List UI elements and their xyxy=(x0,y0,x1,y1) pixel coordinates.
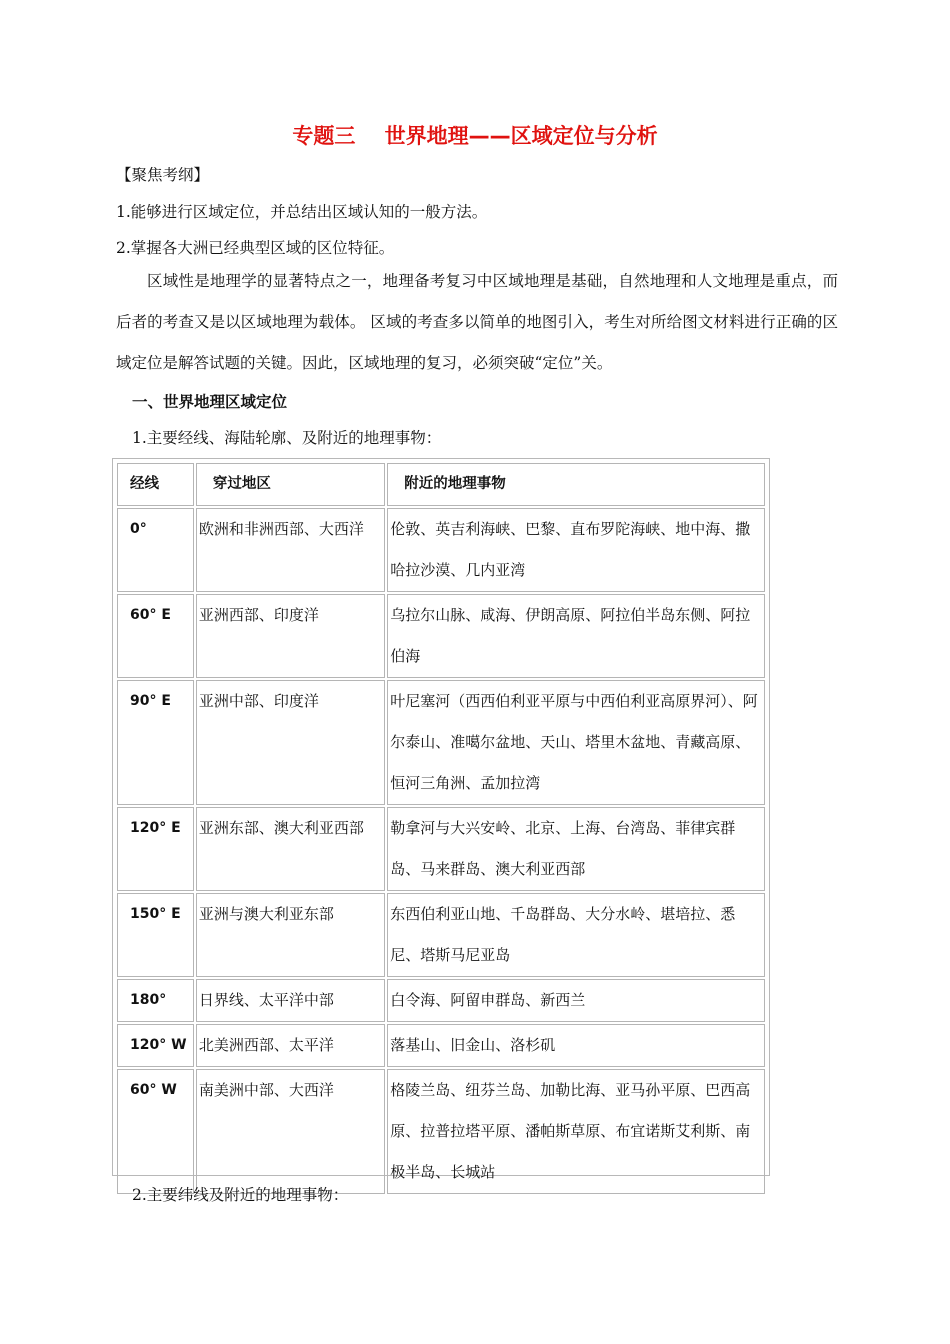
section-title: 一、世界地理区域定位 xyxy=(132,393,288,411)
region-cell: 亚洲东部、澳大利亚西部 xyxy=(196,807,385,891)
region-cell: 北美洲西部、太平洋 xyxy=(196,1024,385,1067)
features-cell: 乌拉尔山脉、咸海、伊朗高原、阿拉伯半岛东侧、阿拉伯海 xyxy=(387,594,765,678)
region-cell: 日界线、太平洋中部 xyxy=(196,979,385,1022)
table-row xyxy=(117,807,765,891)
region-cell: 亚洲西部、印度洋 xyxy=(196,594,385,678)
features-cell: 伦敦、英吉利海峡、巴黎、直布罗陀海峡、地中海、撒哈拉沙漠、几内亚湾 xyxy=(387,508,765,592)
region-cell: 亚洲中部、印度洋 xyxy=(196,680,385,805)
focus-header: 【聚焦考纲】 xyxy=(116,166,210,184)
header-meridian: 经线 xyxy=(117,463,194,506)
region-cell: 南美洲中部、大西洋 xyxy=(196,1069,385,1194)
meridian-cell: 60° E xyxy=(117,594,194,678)
table-row xyxy=(117,979,765,1022)
page-title: 专题三 世界地理——区域定位与分析 xyxy=(292,124,658,148)
table-header-row xyxy=(117,463,765,506)
table-row xyxy=(117,680,765,805)
features-cell: 落基山、旧金山、洛杉矶 xyxy=(387,1024,765,1067)
meridian-cell: 90° E xyxy=(117,680,194,805)
region-cell: 欧洲和非洲西部、大西洋 xyxy=(196,508,385,592)
table-row xyxy=(117,508,765,592)
table-row xyxy=(117,893,765,977)
meridian-table xyxy=(112,458,770,1181)
features-cell: 叶尼塞河（西西伯利亚平原与中西伯利亚高原界河）、阿尔泰山、准噶尔盆地、天山、塔里木盆地、青藏高原、恒河三角洲、孟加拉湾 xyxy=(387,680,765,805)
meridian-cell: 180° xyxy=(117,979,194,1022)
table-row xyxy=(117,1069,765,1194)
header-features: 附近的地理事物 xyxy=(387,463,765,506)
features-cell: 东西伯利亚山地、千岛群岛、大分水岭、堪培拉、悉尼、塔斯马尼亚岛 xyxy=(387,893,765,977)
region-cell: 亚洲与澳大利亚东部 xyxy=(196,893,385,977)
meridian-cell: 120° W xyxy=(117,1024,194,1067)
subsection-title-parallels: 2.主要纬线及附近的地理事物： xyxy=(132,1186,349,1204)
features-cell: 格陵兰岛、纽芬兰岛、加勒比海、亚马孙平原、巴西高原、拉普拉塔平原、潘帕斯草原、布宜诺斯艾利斯、南极半岛、长城站 xyxy=(387,1069,765,1194)
meridian-cell: 150° E xyxy=(117,893,194,977)
table-row xyxy=(117,594,765,678)
outline-item-1: 1.能够进行区域定位，并总结出区域认知的一般方法。 xyxy=(116,203,488,221)
outline-item-2: 2.掌握各大洲已经典型区域的区位特征。 xyxy=(116,239,395,257)
features-cell: 白令海、阿留申群岛、新西兰 xyxy=(387,979,765,1022)
intro-paragraph: 区域性是地理学的显著特点之一，地理备考复习中区域地理是基础，自然地理和人文地理是重点，而后者的考查又是以区域地理为载体。 区域的考查多以简单的地图引入，考生对所给图文材料进行正确的区域定位是解答试题的关键。因此，区域地理的复习，必须突破“定位”关。 xyxy=(116,272,838,372)
meridian-cell: 120° E xyxy=(117,807,194,891)
meridian-cell: 0° xyxy=(117,508,194,592)
meridian-cell: 60° W xyxy=(117,1069,194,1194)
header-region: 穿过地区 xyxy=(196,463,385,506)
subsection-title-meridians: 1.主要经线、海陆轮廓、及附近的地理事物： xyxy=(132,429,442,447)
features-cell: 勒拿河与大兴安岭、北京、上海、台湾岛、菲律宾群岛、马来群岛、澳大利亚西部 xyxy=(387,807,765,891)
table-row xyxy=(117,1024,765,1067)
